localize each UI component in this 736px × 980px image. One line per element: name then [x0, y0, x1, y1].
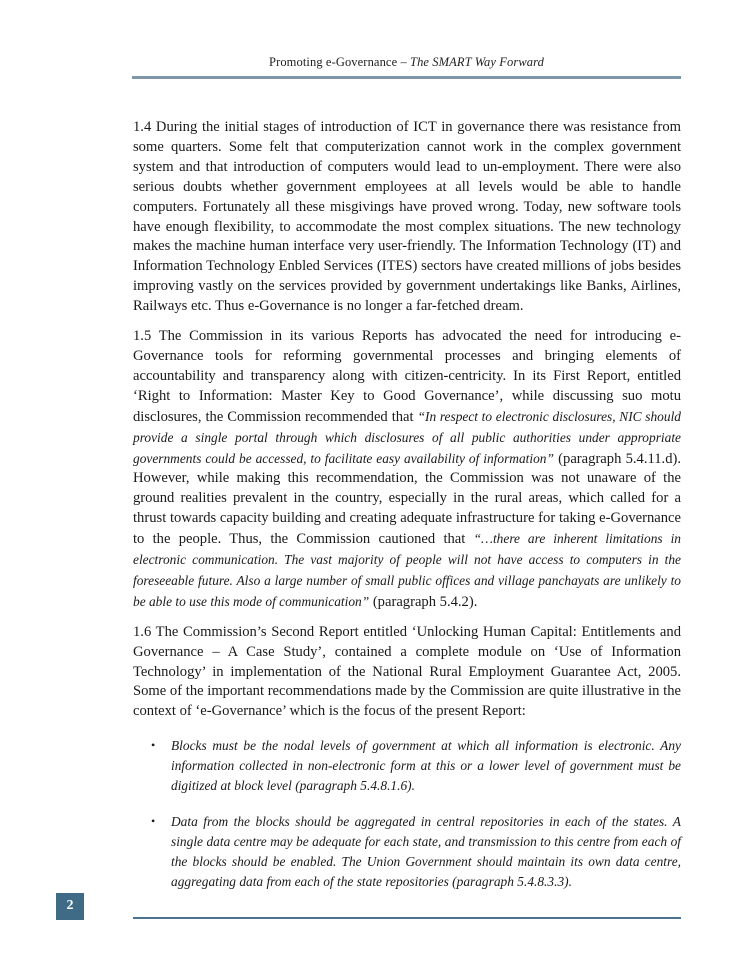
quote-nic-portal: “In respect to electronic disclosures, NIC should provide a single portal through which disclosures of all public authorities under appropriate governments could be accessed, to facilitate easy availability of information” [133, 408, 681, 466]
header-title: Promoting e-Governance – [269, 55, 411, 69]
running-header [132, 55, 681, 70]
bullet-icon: • [151, 738, 156, 753]
paragraph-1-5-text-a: 1.5 The Commission in its various Reports has advocated the need for introducing e-Governance tools for reforming governmental processes and bringing elements of accountability and transparency along with citizen-centricity. In its First Report, entitled ‘Right to Information: Master Key to Good Governance’, while discussing suo motu disclosures, the Commission recommended that [133, 328, 681, 425]
quote-limitations: “…there are inherent limitations in electronic communication. The vast majority of people will not have access to computers in the foreseeable future. Also a large number of small public offices and village panchayats are unlikely to be able to use this mode of communication” [133, 531, 681, 609]
paragraph-1-4: 1.4 During the initial stages of introduction of ICT in governance there was resistance from some quarters. Some felt that computerization cannot work in the complex government system and that introduction of computers would lead to un-employment. There were also serious doubts whether government employees at all levels would be able to handle computers. Fortunately all these misgivings have proved wrong. Today, new software tools have enough flexibility, to accommodate the most complex situations. The new technology makes the machine human interface very user-friendly. The Information Technology (IT) and Information Technology Enbled Services (ITES) sectors have created millions of jobs besides improving vastly on the services provided by government undertakings like Banks, Airlines, Railways etc. Thus e-Governance is no longer a far-fetched dream. [133, 119, 681, 315]
bullet-icon: • [151, 814, 156, 828]
paragraph-1-6: 1.6 The Commission’s Second Report entitled ‘Unlocking Human Capital: Entitlements and Governance – A Case Study’, contained a complete module on ‘Use of Information Technology’ in implementation of the National Rural Employment Guarantee Act, 2005. Some of the important recommendations made by the Commission are quite illustrative in the context of ‘e-Governance’ which is the focus of the present Report: [133, 623, 681, 720]
list-item-text: Blocks must be the nodal levels of government at which all information is electronic. Any information collected in non-electronic form at this or a lower level of government must be digitized at block level (paragraph 5.4.8.1.6). [171, 738, 681, 794]
paragraph-1-5 [133, 327, 681, 613]
document-body [133, 118, 681, 908]
paragraph-1-5-text-c: (paragraph 5.4.2). [369, 593, 478, 610]
list-item [151, 812, 681, 892]
header-rule [132, 76, 681, 79]
list-item [151, 736, 681, 796]
paragraph-1-5-text-b: (paragraph 5.4.11.d). However, while making this recommendation, the Commission was not unaware of the ground realities prevalent in the country, especially in the rural areas, which called for a thrust towards capacity building and creating adequate infrastructure for taking e-Governance to the people. Thus, the Commission cautioned that [133, 450, 681, 548]
page-number-badge: 2 [56, 893, 84, 920]
header-subtitle: The SMART Way Forward [410, 55, 544, 69]
list-item-text: Data from the blocks should be aggregated in central repositories in each of the states. A single data centre may be adequate for each state, and transmission to this centre from each of the blocks should be enabled. The Union Government should maintain its own data centre, aggregating data from each of the state repositories (paragraph 5.4.8.3.3). [171, 814, 681, 889]
recommendations-list [133, 736, 681, 891]
footer-rule [133, 917, 681, 919]
